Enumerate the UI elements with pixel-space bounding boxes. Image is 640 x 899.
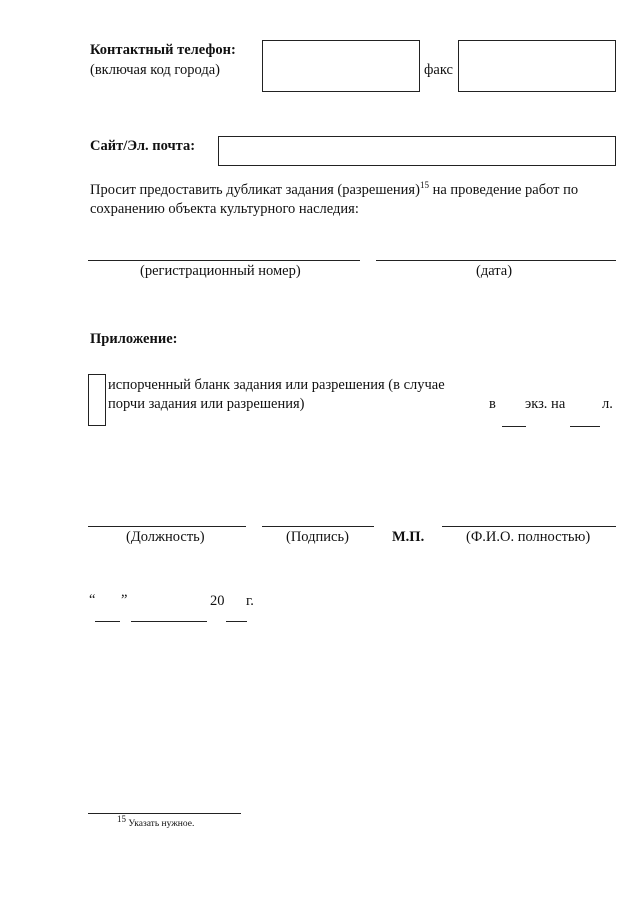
date-close-quote: ” [121, 592, 128, 608]
signature-caption: (Подпись) [286, 529, 349, 545]
attachment-item-line-2: порчи задания или разрешения) [108, 396, 305, 412]
attachment-copies-label: экз. на [525, 396, 566, 412]
fax-field[interactable] [458, 40, 616, 92]
reg-number-caption: (регистрационный номер) [140, 263, 301, 279]
site-email-field[interactable] [218, 136, 616, 166]
month-line[interactable] [131, 621, 207, 622]
date-century: 20 [210, 593, 225, 609]
request-line-1: Просит предоставить дубликат задания (разрешения)$^{15}$ на проведение работ по [90, 180, 579, 198]
stamp-caption: М.П. [392, 529, 425, 545]
fullname-caption: (Ф.И.О. полностью) [466, 529, 591, 545]
day-line[interactable] [95, 621, 120, 622]
reg-date-line[interactable] [376, 260, 616, 261]
attachment-sheets-label: л. [602, 396, 613, 412]
request-line-2: сохранению объекта культурного наследия: [90, 201, 359, 217]
attachment-item-line-1: испорченный бланк задания или разрешения (в случае [108, 377, 445, 393]
copies-count-line[interactable] [502, 426, 526, 427]
contact-phone-label: Контактный телефон: [90, 42, 236, 58]
footnote-text: $^{15}$ Указать нужное. [117, 814, 195, 830]
phone-field[interactable] [262, 40, 420, 92]
contact-phone-sublabel: (включая код города) [90, 62, 220, 78]
site-email-label: Сайт/Эл. почта: [90, 138, 196, 154]
attachment-checkbox[interactable] [88, 374, 106, 426]
year-line[interactable] [226, 621, 247, 622]
signature-line[interactable] [262, 526, 374, 527]
position-line[interactable] [88, 526, 246, 527]
sheets-count-line[interactable] [570, 426, 600, 427]
position-caption: (Должность) [126, 529, 205, 545]
date-open-quote: “ [89, 592, 96, 608]
fax-label: факс [424, 62, 453, 78]
attachment-in-label: в [489, 396, 496, 412]
reg-date-caption: (дата) [476, 263, 513, 279]
attachment-heading: Приложение: [90, 331, 178, 347]
footnote-separator [88, 813, 241, 814]
reg-number-line[interactable] [88, 260, 360, 261]
fullname-line[interactable] [442, 526, 616, 527]
date-year-suffix: г. [246, 593, 254, 609]
footnote-ref: 15 [419, 180, 429, 191]
